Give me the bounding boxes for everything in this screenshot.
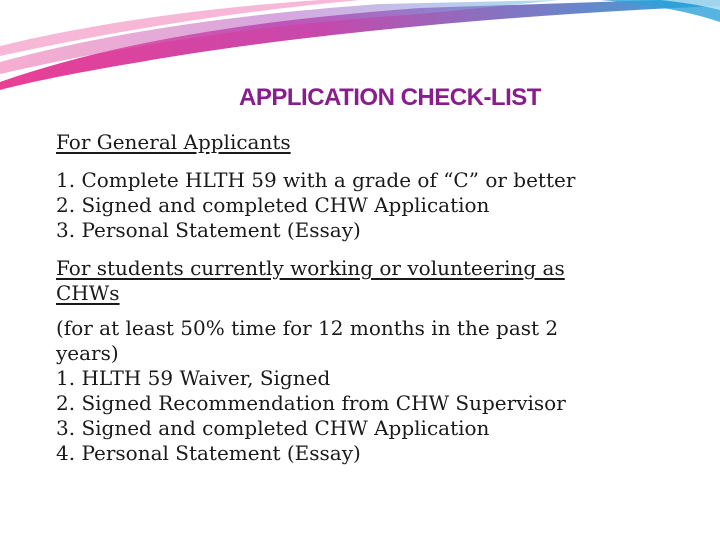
list-item: 3. Signed and completed CHW Application bbox=[56, 416, 490, 440]
general-applicants-heading: For General Applicants bbox=[56, 130, 291, 154]
list-item: 2. Signed Recommendation from CHW Supervisor bbox=[56, 391, 566, 415]
list-item: 1. Complete HLTH 59 with a grade of “C” or better bbox=[56, 168, 576, 192]
chw-eligibility-note: (for at least 50% time for 12 months in the past 2 years) bbox=[56, 316, 559, 365]
general-applicants-list bbox=[56, 168, 616, 243]
checklist-body bbox=[56, 130, 616, 466]
chw-applicants-heading: For students currently working or volunteering as CHWs bbox=[56, 256, 565, 305]
list-item: 2. Signed and completed CHW Application bbox=[56, 193, 490, 217]
list-item: 4. Personal Statement (Essay) bbox=[56, 441, 361, 465]
header-ribbon-decoration bbox=[0, 0, 720, 90]
list-item: 1. HLTH 59 Waiver, Signed bbox=[56, 366, 331, 390]
chw-applicants-list bbox=[56, 366, 616, 466]
list-item: 3. Personal Statement (Essay) bbox=[56, 218, 361, 242]
slide-title: APPLICATION CHECK-LIST bbox=[239, 84, 541, 111]
